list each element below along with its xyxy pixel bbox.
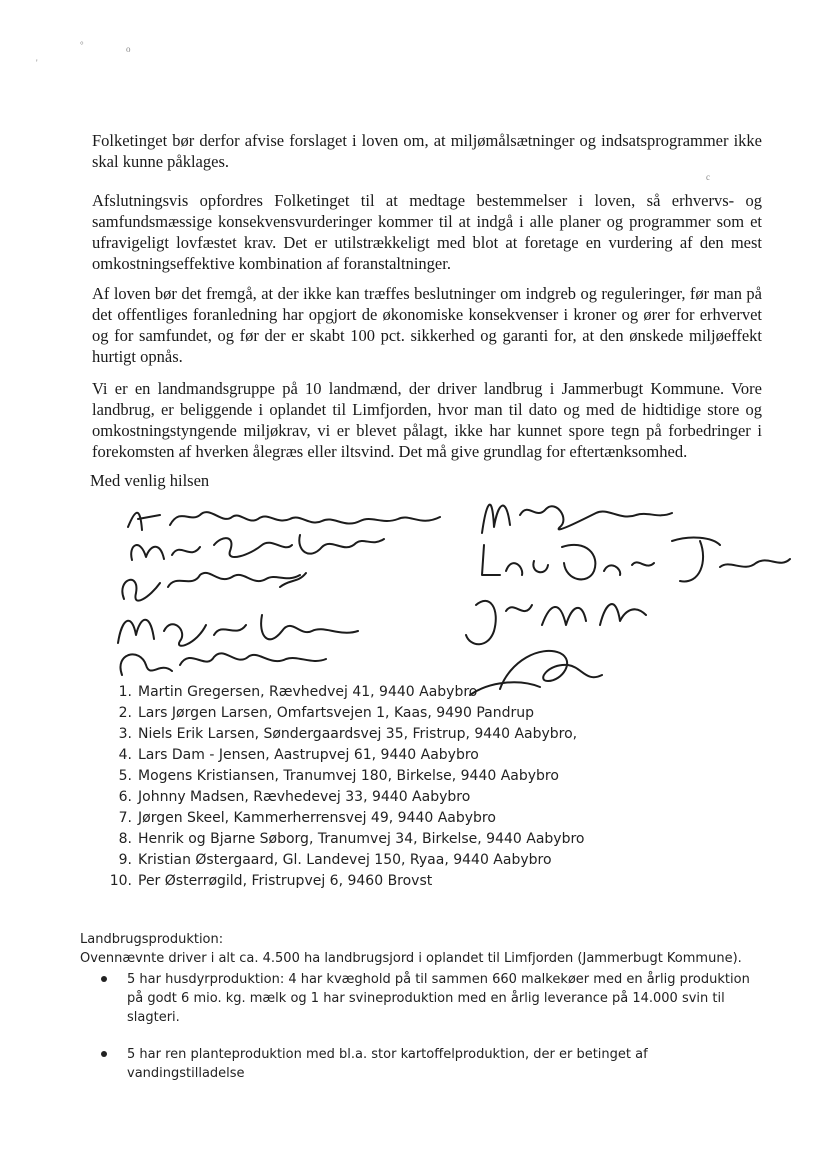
list-number: 10. — [109, 873, 132, 889]
production-heading: Landbrugsproduktion: — [80, 932, 224, 947]
member-entry: Johnny Madsen, Rævhedevej 33, 9440 Aabybro — [138, 789, 471, 805]
production-section — [80, 930, 760, 1101]
list-item — [104, 766, 624, 787]
bullet-icon — [101, 976, 107, 982]
list-item — [104, 808, 624, 829]
signature-martin-gregersen — [482, 505, 672, 533]
list-number: 9. — [118, 852, 132, 868]
member-entry: Mogens Kristiansen, Tranumvej 180, Birkelse, 9440 Aabybro — [138, 768, 559, 784]
signature-niels-erik-larsen — [131, 535, 384, 560]
list-item — [80, 970, 760, 1027]
list-item — [104, 745, 624, 766]
production-intro: Ovennævnte driver i alt ca. 4.500 ha landbrugsjord i oplandet til Limfjorden (Jammerbugt Kommune). — [80, 951, 742, 966]
bullet-text: 5 har ren planteproduktion med bl.a. stor kartoffelproduktion, der er betinget af vandingstilladelse — [127, 1047, 648, 1081]
list-number: 2. — [118, 705, 132, 721]
paragraph-farmer-group: Vi er en landmandsgruppe på 10 landmænd, der driver landbrug i Jammerbugt Kommune. Vore landbrug, er beliggende i oplandet til Limfjorden, hvor man til dato og med de hidtidige store og omkostningstyngende miljøkrav, vi er blevet pålagt, ikke har kunnet spore tegn på forbedringer i forekomsten af hverken ålegræs eller iltsvind. Det må give grundlag for eftertænksomhed. — [92, 379, 762, 461]
signature-ostergaard — [128, 512, 440, 530]
paragraph-economic-consequences: Af loven bør det fremgå, at der ikke kan træffes beslutninger om indgreb og reguleringer, før man på det offentliges foranledning har opgjort de økonomiske konsekvenser i kroner og ører for erhvervet og for samfundet, og før der er skabt 100 pct. sikkerhed og garanti for, at den ønskede miljøeffekt hurtigt opnås. — [92, 284, 762, 366]
scan-speck: c — [706, 172, 710, 182]
list-item — [104, 724, 624, 745]
list-number: 7. — [118, 810, 132, 826]
production-bullets — [80, 970, 760, 1083]
list-item — [80, 1045, 760, 1083]
member-entry: Jørgen Skeel, Kammerherrensvej 49, 9440 Aabybro — [138, 810, 496, 826]
signature-osterrogild — [122, 573, 306, 601]
member-entry: Lars Jørgen Larsen, Omfartsvejen 1, Kaas, 9490 Pandrup — [138, 705, 534, 721]
member-entry: Kristian Østergaard, Gl. Landevej 150, Ryaa, 9440 Aabybro — [138, 852, 552, 868]
closing-greeting: Med venlig hilsen — [90, 471, 210, 490]
scan-speck: ' — [36, 58, 38, 68]
member-entry: Per Østerrøgild, Fristrupvej 6, 9460 Brovst — [138, 873, 433, 889]
member-entry: Henrik og Bjarne Søborg, Tranumvej 34, Birkelse, 9440 Aabybro — [138, 831, 585, 847]
list-item — [104, 682, 624, 703]
list-item — [104, 829, 624, 850]
paragraph-complaints: Folketinget bør derfor afvise forslaget i loven om, at miljømålsætninger og indsatsprogrammer ikke skal kunne påklages. — [92, 131, 762, 171]
paragraph-impact-assessment: Afslutningsvis opfordres Folketinget til at medtage bestemmelser i loven, så erhvervs- og samfundsmæssige konsekvensvurderinger kommer til at indgå i alle planer og programmer som et ufravigeligt lovfæstet krav. Det er utilstrækkeligt med blot at foretage en vurdering af den mest omkostningseffektive kombination af foranstaltninger. — [92, 191, 762, 273]
list-number: 8. — [118, 831, 132, 847]
list-number: 6. — [118, 789, 132, 805]
list-number: 5. — [118, 768, 132, 784]
member-entry: Martin Gregersen, Rævhedvej 41, 9440 Aabybro — [138, 684, 478, 700]
handwritten-signatures — [0, 475, 825, 705]
member-entry: Lars Dam - Jensen, Aastrupvej 61, 9440 Aabybro — [138, 747, 479, 763]
list-item — [104, 871, 624, 892]
signature-mogens-kristiansen — [118, 615, 358, 646]
signature-r-larsen — [120, 653, 326, 675]
member-entry: Niels Erik Larsen, Søndergaardsvej 35, Fristrup, 9440 Aabybro, — [138, 726, 578, 742]
bullet-icon — [101, 1051, 107, 1057]
scan-speck: ° — [80, 40, 84, 50]
member-list — [104, 682, 624, 892]
list-number: 1. — [118, 684, 132, 700]
signature-lars-dam-jensen — [482, 538, 790, 582]
bullet-text: 5 har husdyrproduktion: 4 har kvæghold på til sammen 660 malkekøer med en årlig produktion på godt 6 mio. kg. mælk og 1 har svineproduktion med en årlig leverance på 14.000 svin til slagteri. — [127, 972, 750, 1025]
list-item — [104, 850, 624, 871]
list-number: 4. — [118, 747, 132, 763]
list-item — [104, 787, 624, 808]
signature-johnny-madsen — [466, 601, 646, 644]
list-item — [104, 703, 624, 724]
scan-speck: o — [126, 44, 131, 54]
list-number: 3. — [118, 726, 132, 742]
